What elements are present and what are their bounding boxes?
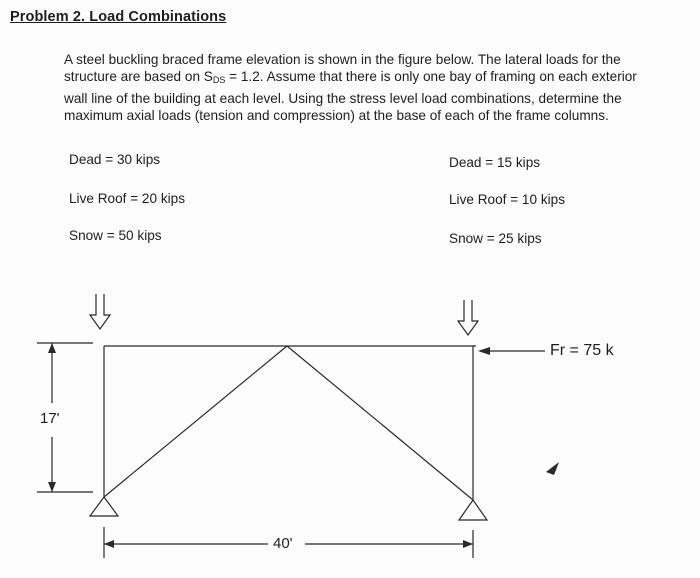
right-snow-load: Snow = 25 kips [449,231,542,246]
left-gravity-arrow-icon [90,294,110,329]
lateral-load-arrowhead [478,347,490,355]
width-dim-right-arrowhead [463,540,473,548]
height-dim-bottom-arrowhead [48,482,56,492]
width-dimension-label: 40' [273,535,293,552]
left-snow-load: Snow = 50 kips [69,228,162,243]
height-dim-top-arrowhead [48,343,56,353]
left-live-roof-load: Live Roof = 20 kips [69,191,185,206]
right-live-roof-load: Live Roof = 10 kips [449,192,565,207]
statement-line-4: maximum axial loads (tension and compression) at the base of each of the frame columns. [64,107,609,123]
right-pin-support [459,500,487,520]
right-brace [287,346,473,500]
statement-line-2-post: = 1.2. Assume that there is only one bay of framing on each exterior [225,69,637,85]
sds-subscript: DS [212,75,226,86]
left-dead-load: Dead = 30 kips [69,152,161,167]
right-dead-load: Dead = 15 kips [449,155,541,170]
left-pin-support [90,497,118,516]
left-brace [104,346,287,497]
statement-line-1: A steel buckling braced frame elevation is shown in the figure below. The lateral loads for the [64,52,621,67]
stray-pointer-icon [546,462,559,475]
lateral-force-label: Fr = 75 k [550,342,614,359]
statement-line-2-pre: structure are based on S [64,69,213,85]
problem-title: Problem 2. Load Combinations [10,9,227,25]
right-gravity-arrow-icon [458,300,478,335]
height-dimension-label: 17' [40,410,60,427]
width-dim-left-arrowhead [104,540,114,548]
statement-line-3: wall line of the building at each level. Using the stress level load combinations, determine the [64,90,622,106]
